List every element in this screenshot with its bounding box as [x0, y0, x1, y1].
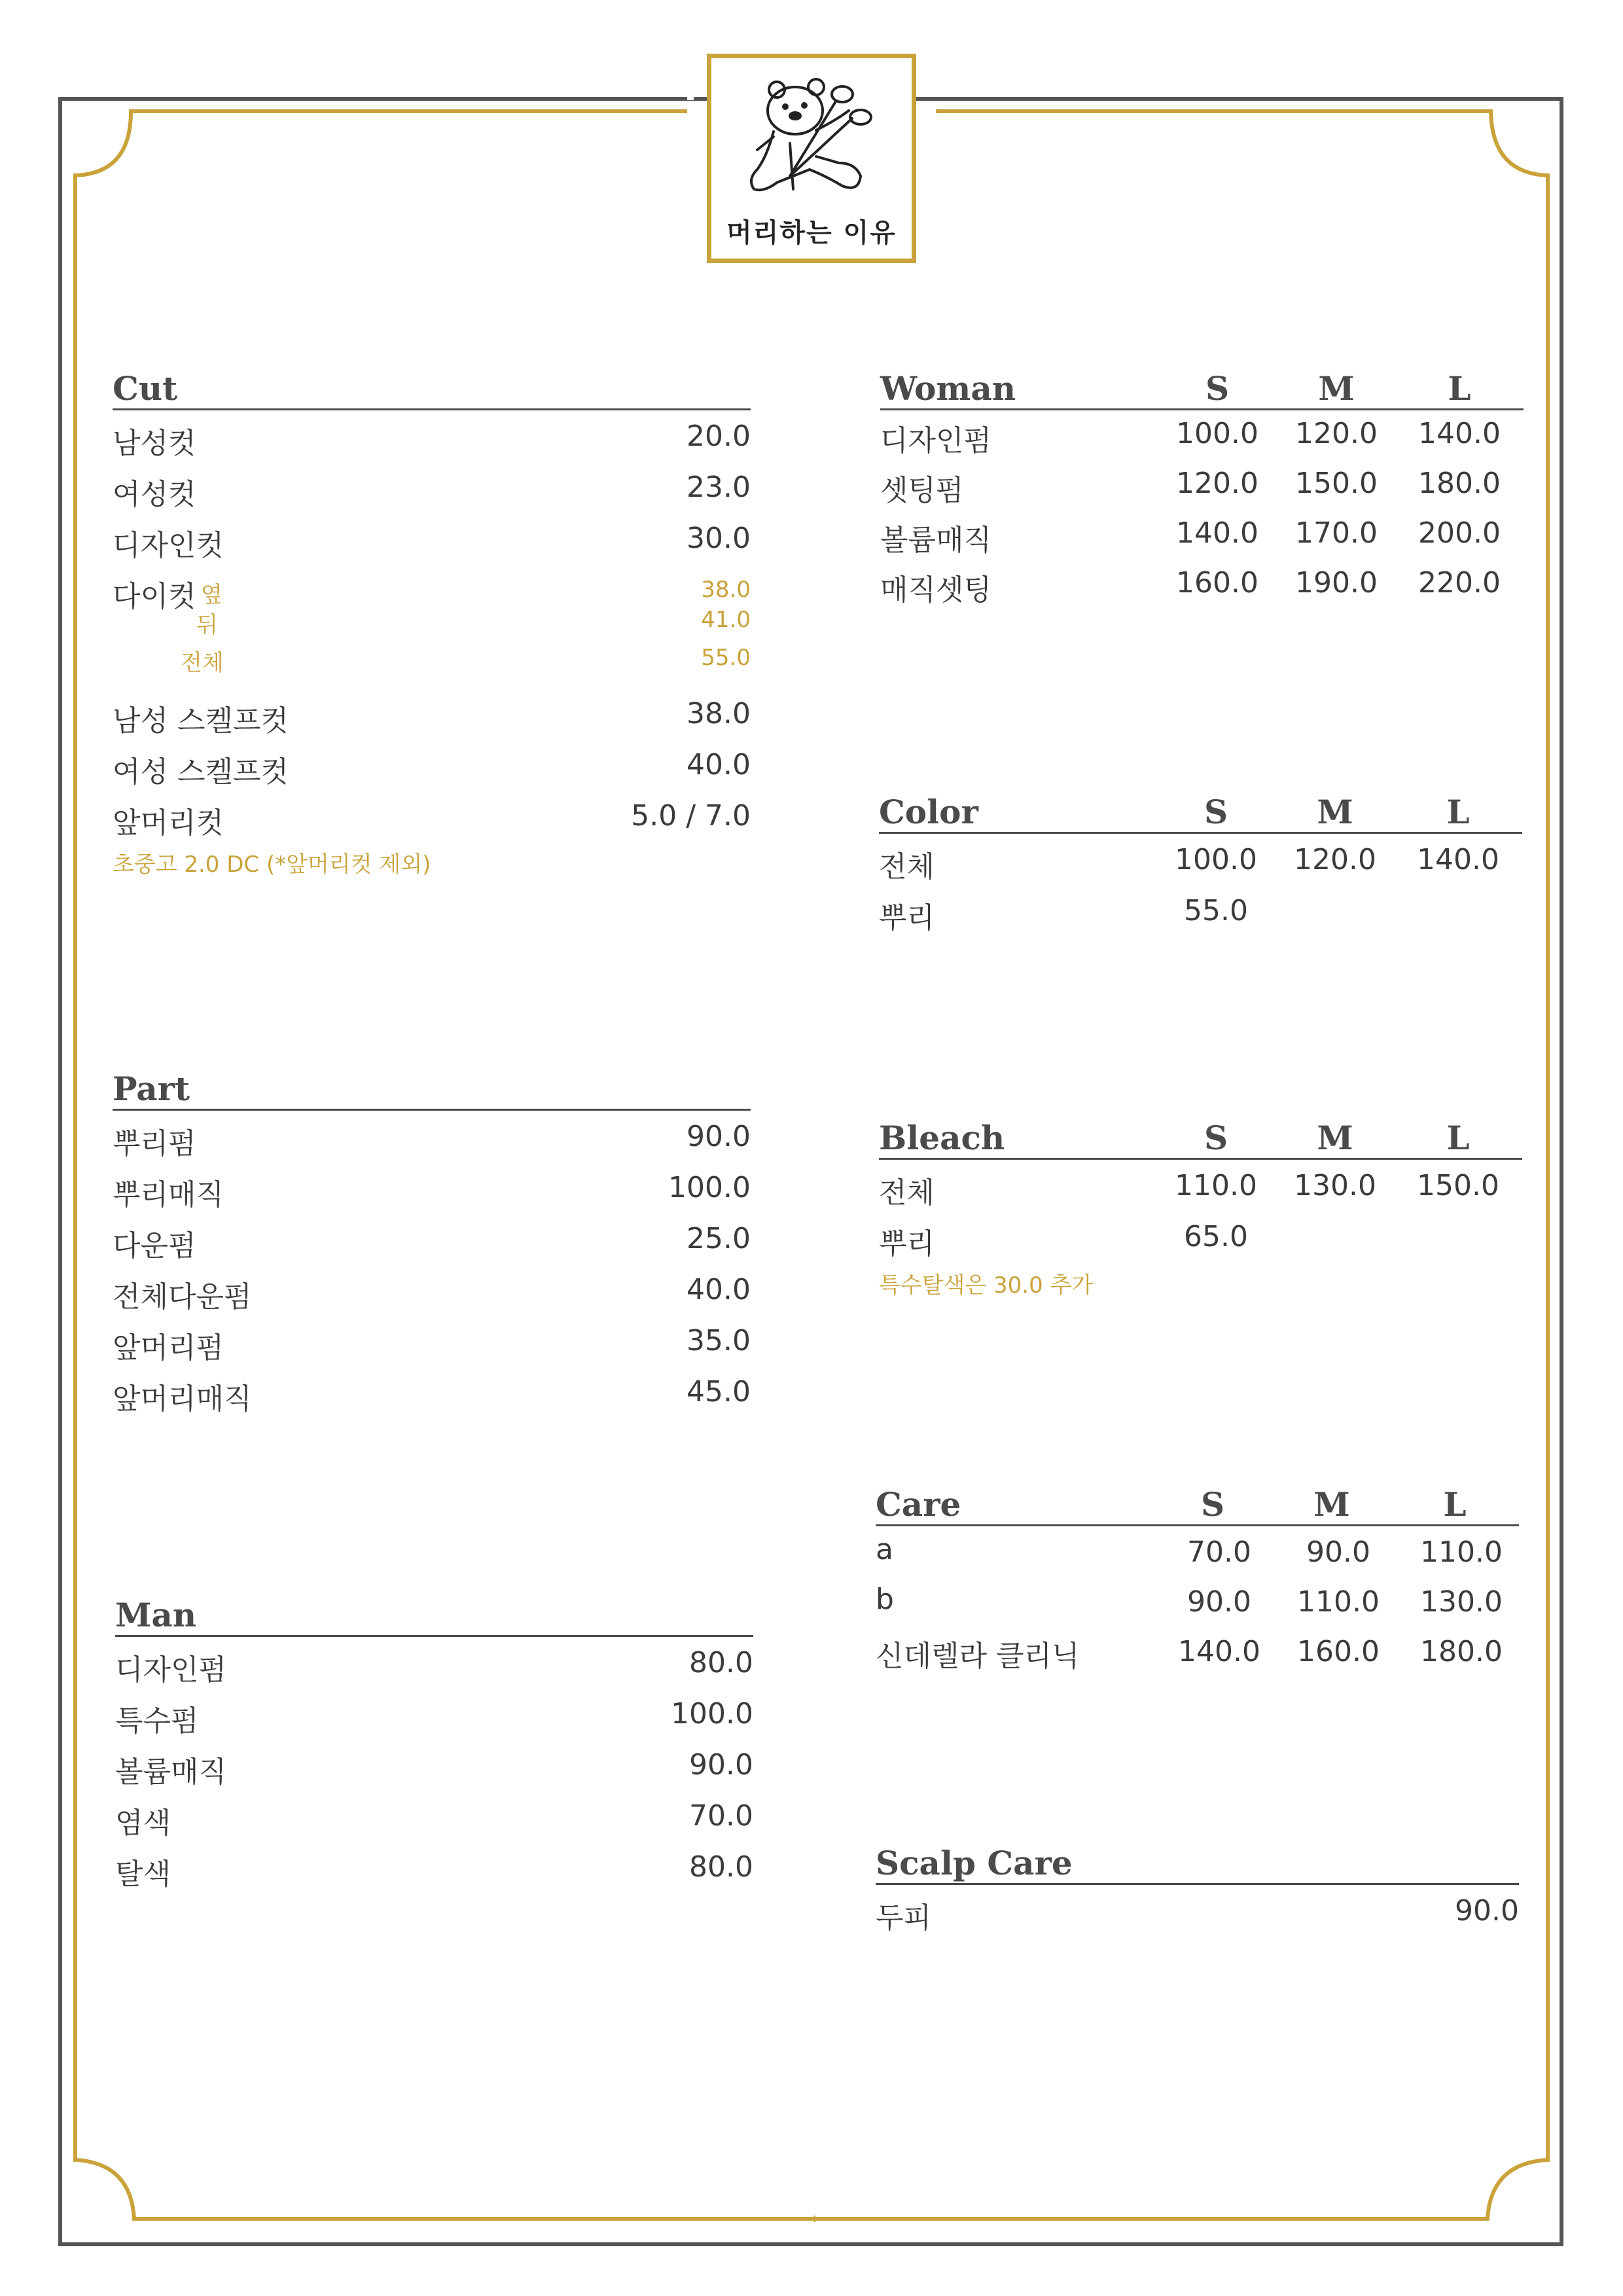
table-row: b 90.0 110.0 130.0 [876, 1583, 1503, 1619]
table-row: 신데렐라 클리닉 140.0 160.0 180.0 [876, 1635, 1503, 1673]
col-l: L [1446, 1119, 1470, 1157]
list-item: 앞머리펌 35.0 [113, 1324, 751, 1365]
list-item: 남성컷 20.0 [113, 420, 751, 460]
cut-header [113, 369, 751, 410]
col-m: M [1317, 793, 1353, 831]
section-title: Cut [113, 369, 178, 408]
cut-section [113, 369, 751, 878]
woman-section [880, 369, 1524, 609]
list-item-sub: 전체 55.0 [181, 645, 751, 676]
col-l: L [1446, 793, 1470, 831]
list-item: 염색 70.0 [115, 1799, 753, 1840]
list-item: 다운펌 25.0 [113, 1222, 751, 1263]
section-title: Part [113, 1069, 190, 1108]
section-title: Man [115, 1596, 197, 1634]
section-title: Woman [880, 369, 1016, 408]
color-header [879, 793, 1522, 834]
table-row: 전체 110.0 130.0 150.0 [879, 1169, 1499, 1210]
col-s: S [1200, 1485, 1225, 1524]
list-item: 디자인펌 80.0 [115, 1646, 753, 1687]
table-row: 매직셋팅 160.0 190.0 220.0 [880, 566, 1501, 607]
col-m: M [1318, 369, 1355, 408]
list-item: 앞머리매직 45.0 [113, 1375, 751, 1416]
table-row: 디자인펌 100.0 120.0 140.0 [880, 417, 1501, 457]
man-section [115, 1596, 753, 1892]
list-item: 볼륨매직 90.0 [115, 1748, 753, 1789]
table-row: 볼륨매직 140.0 170.0 200.0 [880, 516, 1501, 557]
cut-note: 초중고 2.0 DC (*앞머리컷 제외) [113, 852, 431, 878]
daicut-side-label: 옆 [201, 582, 223, 608]
color-section [879, 793, 1522, 936]
care-section [876, 1485, 1519, 1676]
woman-header [880, 369, 1524, 410]
table-row: 셋팅펌 120.0 150.0 180.0 [880, 467, 1501, 507]
list-item: 특수펌 100.0 [115, 1697, 753, 1738]
scalp-care-header [876, 1844, 1519, 1885]
list-item: 앞머리컷 5.0 / 7.0 [113, 799, 751, 840]
col-m: M [1317, 1119, 1353, 1157]
table-row: 뿌리 65.0 [879, 1220, 1248, 1261]
section-title: Care [876, 1485, 961, 1524]
list-item: 여성컷 23.0 [113, 471, 751, 511]
table-row: 전체 100.0 120.0 140.0 [879, 843, 1499, 884]
man-header [115, 1596, 753, 1637]
scalp-care-section [876, 1844, 1519, 1936]
care-header [876, 1485, 1519, 1526]
col-s: S [1204, 1119, 1228, 1157]
col-s: S [1204, 793, 1228, 831]
bleach-header [879, 1119, 1522, 1160]
section-title: Scalp Care [876, 1844, 1073, 1882]
part-header [113, 1069, 751, 1111]
part-section [113, 1069, 751, 1417]
list-item: 탈색 80.0 [115, 1850, 753, 1891]
bleach-section [879, 1119, 1522, 1299]
logo-box [707, 54, 916, 263]
bleach-note: 특수탈색은 30.0 추가 [879, 1272, 1094, 1299]
col-s: S [1205, 369, 1230, 408]
list-item-daicut: 다이컷 옆 38.0 [113, 577, 751, 613]
section-title: Bleach [879, 1119, 1005, 1157]
list-item: 여성 스켈프컷 40.0 [113, 748, 751, 789]
section-title: Color [879, 793, 978, 831]
col-l: L [1443, 1485, 1467, 1524]
list-item: 남성 스켈프컷 38.0 [113, 697, 751, 738]
list-item: 전체다운펌 40.0 [113, 1273, 751, 1314]
list-item: 뿌리매직 100.0 [113, 1171, 751, 1211]
table-row: a 70.0 90.0 110.0 [876, 1533, 1503, 1569]
daicut-side-price: 38.0 [701, 577, 751, 603]
list-item: 뿌리펌 90.0 [113, 1120, 751, 1160]
col-m: M [1313, 1485, 1350, 1524]
table-row: 뿌리 55.0 [879, 894, 1248, 935]
logo-text: 머리하는 이유 [726, 218, 897, 248]
list-item-sub: 뒤 41.0 [196, 607, 751, 638]
list-item: 디자인컷 30.0 [113, 522, 751, 562]
col-l: L [1448, 369, 1471, 408]
bear-scissors-icon [711, 58, 912, 209]
list-item: 두피 90.0 [876, 1894, 1519, 1935]
